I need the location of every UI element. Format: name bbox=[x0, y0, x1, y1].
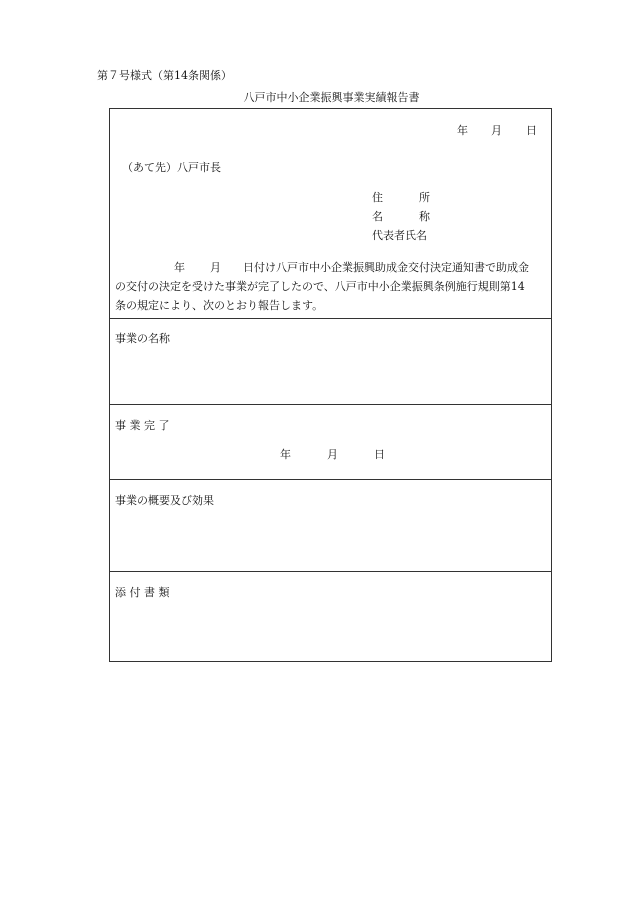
document-title: 八戸市中小企業振興事業実績報告書 bbox=[243, 91, 420, 104]
divider bbox=[110, 571, 551, 572]
body-text-line-3: 条の規定により、次のとおり報告します。 bbox=[115, 299, 324, 312]
divider bbox=[110, 479, 551, 480]
completion-label: 事 業 完 了 bbox=[115, 419, 170, 432]
divider bbox=[110, 318, 551, 319]
report-date-day: 日 bbox=[526, 124, 537, 137]
body-year: 年 bbox=[174, 261, 185, 274]
address-label-2: 所 bbox=[419, 191, 430, 204]
report-form bbox=[109, 108, 552, 662]
report-date-year: 年 bbox=[457, 124, 468, 137]
name-label-2: 称 bbox=[419, 210, 430, 223]
report-date-month: 月 bbox=[491, 124, 502, 137]
divider bbox=[110, 404, 551, 405]
body-text-line-2: の交付の決定を受けた事業が完了したので、八戸市中小企業振興条例施行規則第14 bbox=[115, 280, 525, 293]
completion-year: 年 bbox=[280, 448, 291, 461]
completion-month: 月 bbox=[327, 448, 338, 461]
body-month: 月 bbox=[210, 261, 221, 274]
name-label-1: 名 bbox=[372, 210, 383, 223]
attachments-label: 添 付 書 類 bbox=[115, 586, 170, 599]
addressee: （あて先）八戸市長 bbox=[122, 161, 221, 174]
summary-label: 事業の概要及び効果 bbox=[115, 494, 214, 507]
completion-day: 日 bbox=[374, 448, 385, 461]
address-label-1: 住 bbox=[372, 191, 383, 204]
representative-label: 代表者氏名 bbox=[372, 229, 427, 242]
form-number: 第７号様式（第14条関係） bbox=[97, 69, 232, 82]
business-name-label: 事業の名称 bbox=[115, 332, 170, 345]
body-text-line-1: 日付け八戸市中小企業振興助成金交付決定通知書で助成金 bbox=[243, 261, 529, 274]
